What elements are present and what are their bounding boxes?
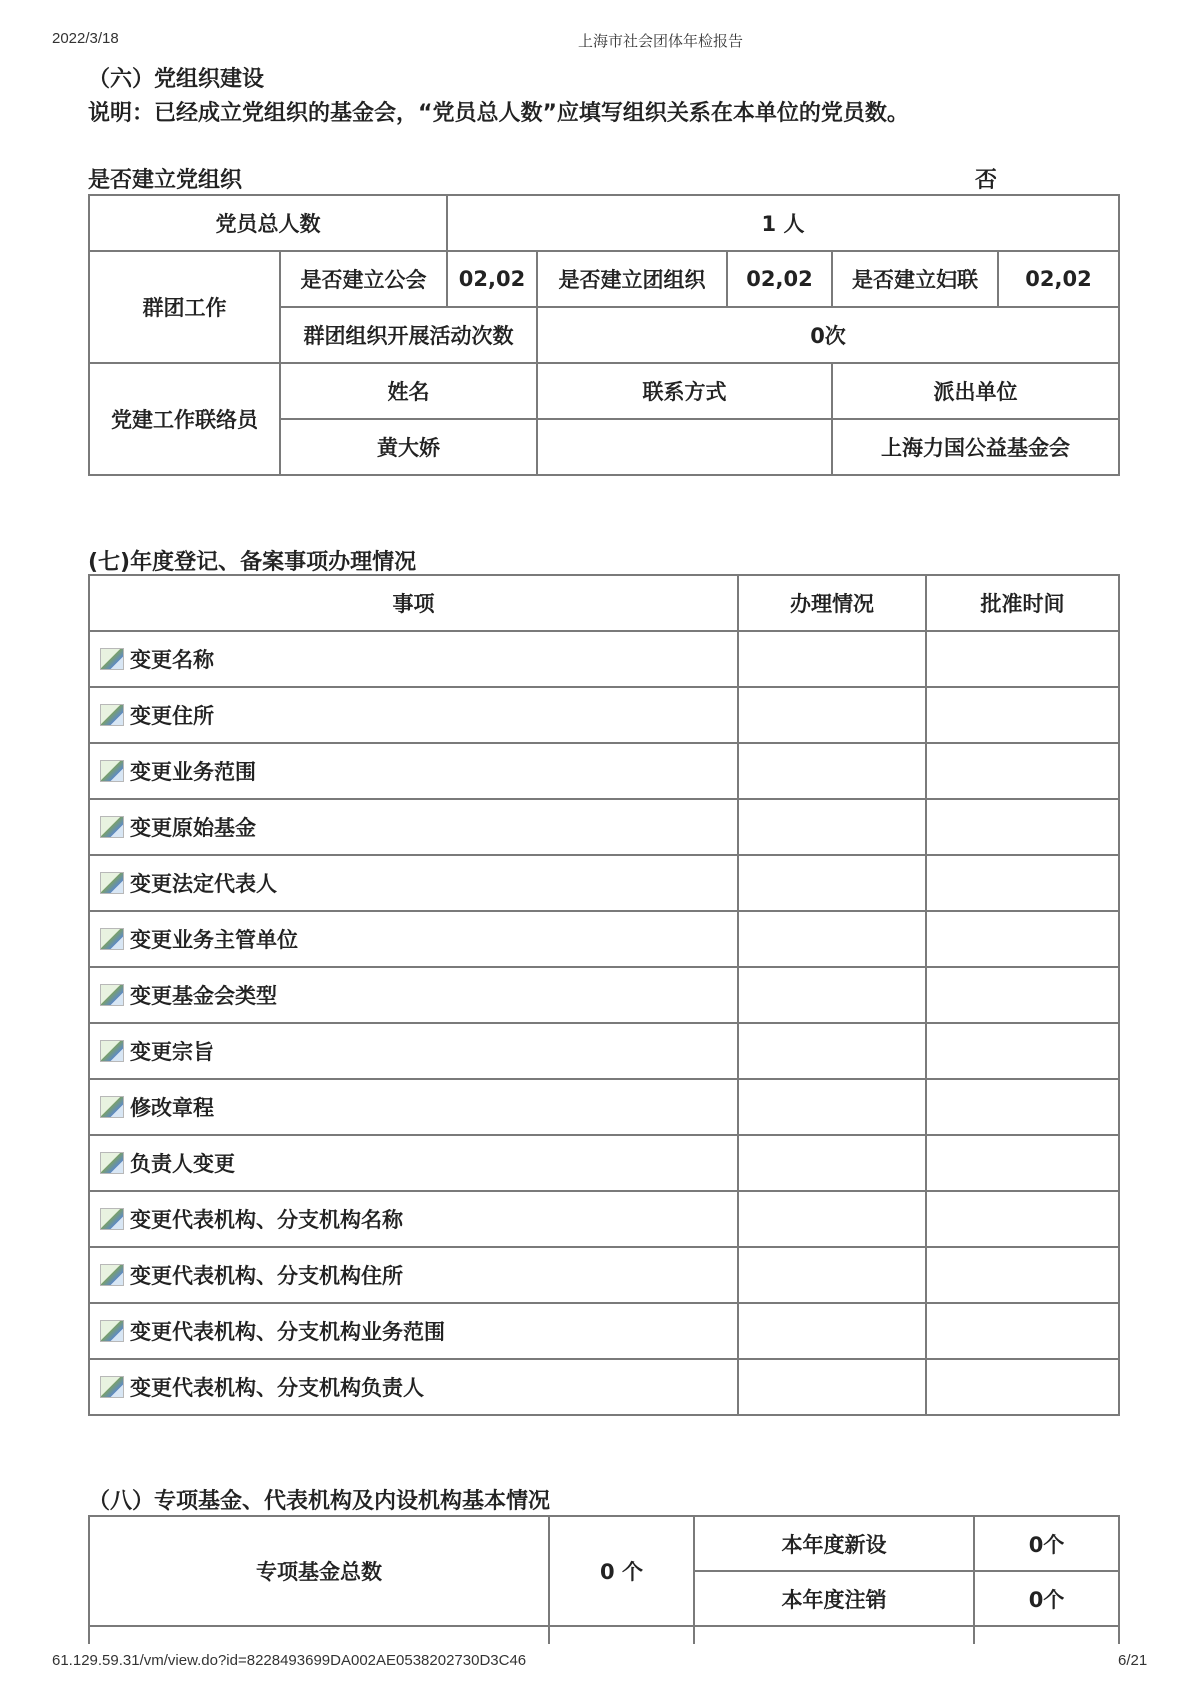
status-cell bbox=[738, 799, 926, 855]
broken-image-icon bbox=[100, 648, 124, 670]
item-label: 变更代表机构、分支机构名称 bbox=[130, 1208, 403, 1232]
union-value: 02,02 bbox=[447, 251, 537, 307]
broken-image-icon bbox=[100, 872, 124, 894]
league-value: 02,02 bbox=[727, 251, 832, 307]
activities-value: 0次 bbox=[537, 307, 1119, 363]
status-cell bbox=[738, 1023, 926, 1079]
table-row bbox=[89, 799, 1119, 855]
table-row bbox=[89, 1359, 1119, 1415]
broken-image-icon bbox=[100, 1096, 124, 1118]
table-row bbox=[89, 1135, 1119, 1191]
date-cell bbox=[926, 967, 1119, 1023]
liaison-name-header: 姓名 bbox=[280, 363, 537, 419]
table-row bbox=[89, 1303, 1119, 1359]
item-label: 变更基金会类型 bbox=[130, 984, 277, 1008]
members-value: 1 人 bbox=[447, 195, 1119, 251]
broken-image-icon bbox=[100, 1208, 124, 1230]
liaison-unit-header: 派出单位 bbox=[832, 363, 1119, 419]
table-row bbox=[89, 631, 1119, 687]
broken-image-icon bbox=[100, 928, 124, 950]
women-value: 02,02 bbox=[998, 251, 1119, 307]
broken-image-icon bbox=[100, 760, 124, 782]
fund-new-label: 本年度新设 bbox=[694, 1516, 974, 1571]
members-label: 党员总人数 bbox=[89, 195, 447, 251]
date-cell bbox=[926, 911, 1119, 967]
date-cell bbox=[926, 743, 1119, 799]
party-established-label: 是否建立党组织 bbox=[88, 168, 243, 193]
item-cell bbox=[89, 799, 738, 855]
party-established-value: 否 bbox=[975, 168, 998, 193]
status-cell bbox=[738, 743, 926, 799]
broken-image-icon bbox=[100, 1320, 124, 1342]
section8-title: （八）专项基金、代表机构及内设机构基本情况 bbox=[88, 1489, 551, 1514]
status-cell bbox=[738, 1359, 926, 1415]
item-label: 变更业务范围 bbox=[130, 760, 256, 784]
item-label: 变更宗旨 bbox=[130, 1040, 214, 1064]
fund-table bbox=[88, 1515, 1120, 1644]
date-cell bbox=[926, 1191, 1119, 1247]
cut-off-cell bbox=[89, 1626, 549, 1644]
item-cell bbox=[89, 1135, 738, 1191]
item-cell bbox=[89, 687, 738, 743]
item-cell bbox=[89, 631, 738, 687]
status-cell bbox=[738, 1247, 926, 1303]
status-cell bbox=[738, 967, 926, 1023]
print-title: 上海市社会团体年检报告 bbox=[578, 33, 744, 50]
cut-off-cell bbox=[974, 1626, 1119, 1644]
fund-new-value: 0个 bbox=[974, 1516, 1119, 1571]
women-label: 是否建立妇联 bbox=[832, 251, 998, 307]
status-cell bbox=[738, 631, 926, 687]
item-cell bbox=[89, 911, 738, 967]
party-table bbox=[88, 194, 1120, 476]
item-label: 变更名称 bbox=[130, 648, 214, 672]
item-cell bbox=[89, 1191, 738, 1247]
item-cell bbox=[89, 743, 738, 799]
item-label: 变更原始基金 bbox=[130, 816, 256, 840]
item-cell bbox=[89, 1303, 738, 1359]
date-cell bbox=[926, 1359, 1119, 1415]
liaison-contact-header: 联系方式 bbox=[537, 363, 832, 419]
status-cell bbox=[738, 911, 926, 967]
item-label: 变更代表机构、分支机构业务范围 bbox=[130, 1320, 445, 1344]
status-cell bbox=[738, 1135, 926, 1191]
section7-title: (七)年度登记、备案事项办理情况 bbox=[88, 550, 417, 575]
table-row bbox=[89, 1191, 1119, 1247]
status-cell bbox=[738, 855, 926, 911]
date-cell bbox=[926, 1023, 1119, 1079]
item-cell bbox=[89, 855, 738, 911]
col-date-header: 批准时间 bbox=[926, 575, 1119, 631]
fund-cancel-value: 0个 bbox=[974, 1571, 1119, 1626]
table-row bbox=[89, 1079, 1119, 1135]
status-cell bbox=[738, 687, 926, 743]
union-label: 是否建立公会 bbox=[280, 251, 447, 307]
col-status-header: 办理情况 bbox=[738, 575, 926, 631]
item-cell bbox=[89, 1023, 738, 1079]
date-cell bbox=[926, 855, 1119, 911]
status-cell bbox=[738, 1303, 926, 1359]
fund-total-value: 0 个 bbox=[549, 1516, 694, 1626]
broken-image-icon bbox=[100, 1152, 124, 1174]
item-label: 修改章程 bbox=[130, 1096, 214, 1120]
item-label: 负责人变更 bbox=[130, 1152, 235, 1176]
date-cell bbox=[926, 687, 1119, 743]
date-cell bbox=[926, 631, 1119, 687]
fund-cancel-label: 本年度注销 bbox=[694, 1571, 974, 1626]
cut-off-cell bbox=[549, 1626, 694, 1644]
item-cell bbox=[89, 967, 738, 1023]
status-cell bbox=[738, 1191, 926, 1247]
col-item-header: 事项 bbox=[89, 575, 738, 631]
item-label: 变更业务主管单位 bbox=[130, 928, 298, 952]
date-cell bbox=[926, 1079, 1119, 1135]
table-row bbox=[89, 1023, 1119, 1079]
table-row bbox=[89, 743, 1119, 799]
league-label: 是否建立团组织 bbox=[537, 251, 727, 307]
item-cell bbox=[89, 1079, 738, 1135]
date-cell bbox=[926, 1135, 1119, 1191]
mass-work-label: 群团工作 bbox=[89, 251, 280, 363]
broken-image-icon bbox=[100, 1376, 124, 1398]
table-row bbox=[89, 687, 1119, 743]
table-row bbox=[89, 1247, 1119, 1303]
item-cell bbox=[89, 1359, 738, 1415]
broken-image-icon bbox=[100, 1040, 124, 1062]
liaison-name: 黄大娇 bbox=[280, 419, 537, 475]
cut-off-cell bbox=[694, 1626, 974, 1644]
broken-image-icon bbox=[100, 704, 124, 726]
section6-note: 说明：已经成立党组织的基金会，“党员总人数”应填写组织关系在本单位的党员数。 bbox=[88, 101, 909, 126]
activities-label: 群团组织开展活动次数 bbox=[280, 307, 537, 363]
date-cell bbox=[926, 1303, 1119, 1359]
page-url: 61.129.59.31/vm/view.do?id=8228493699DA002AE0538202730D3C46 bbox=[52, 1652, 527, 1669]
item-label: 变更代表机构、分支机构负责人 bbox=[130, 1376, 424, 1400]
page-number: 6/21 bbox=[1118, 1652, 1148, 1669]
date-cell bbox=[926, 799, 1119, 855]
section6-title: （六）党组织建设 bbox=[88, 67, 265, 92]
item-label: 变更代表机构、分支机构住所 bbox=[130, 1264, 403, 1288]
table-row bbox=[89, 855, 1119, 911]
fund-total-label: 专项基金总数 bbox=[89, 1516, 549, 1626]
broken-image-icon bbox=[100, 1264, 124, 1286]
broken-image-icon bbox=[100, 984, 124, 1006]
liaison-label: 党建工作联络员 bbox=[89, 363, 280, 475]
item-label: 变更法定代表人 bbox=[130, 872, 277, 896]
status-cell bbox=[738, 1079, 926, 1135]
date-cell bbox=[926, 1247, 1119, 1303]
print-date: 2022/3/18 bbox=[52, 30, 119, 47]
liaison-contact bbox=[537, 419, 832, 475]
item-label: 变更住所 bbox=[130, 704, 214, 728]
table-row bbox=[89, 911, 1119, 967]
broken-image-icon bbox=[100, 816, 124, 838]
item-cell bbox=[89, 1247, 738, 1303]
registration-table bbox=[88, 574, 1120, 1416]
liaison-unit: 上海力国公益基金会 bbox=[832, 419, 1119, 475]
table-row bbox=[89, 967, 1119, 1023]
